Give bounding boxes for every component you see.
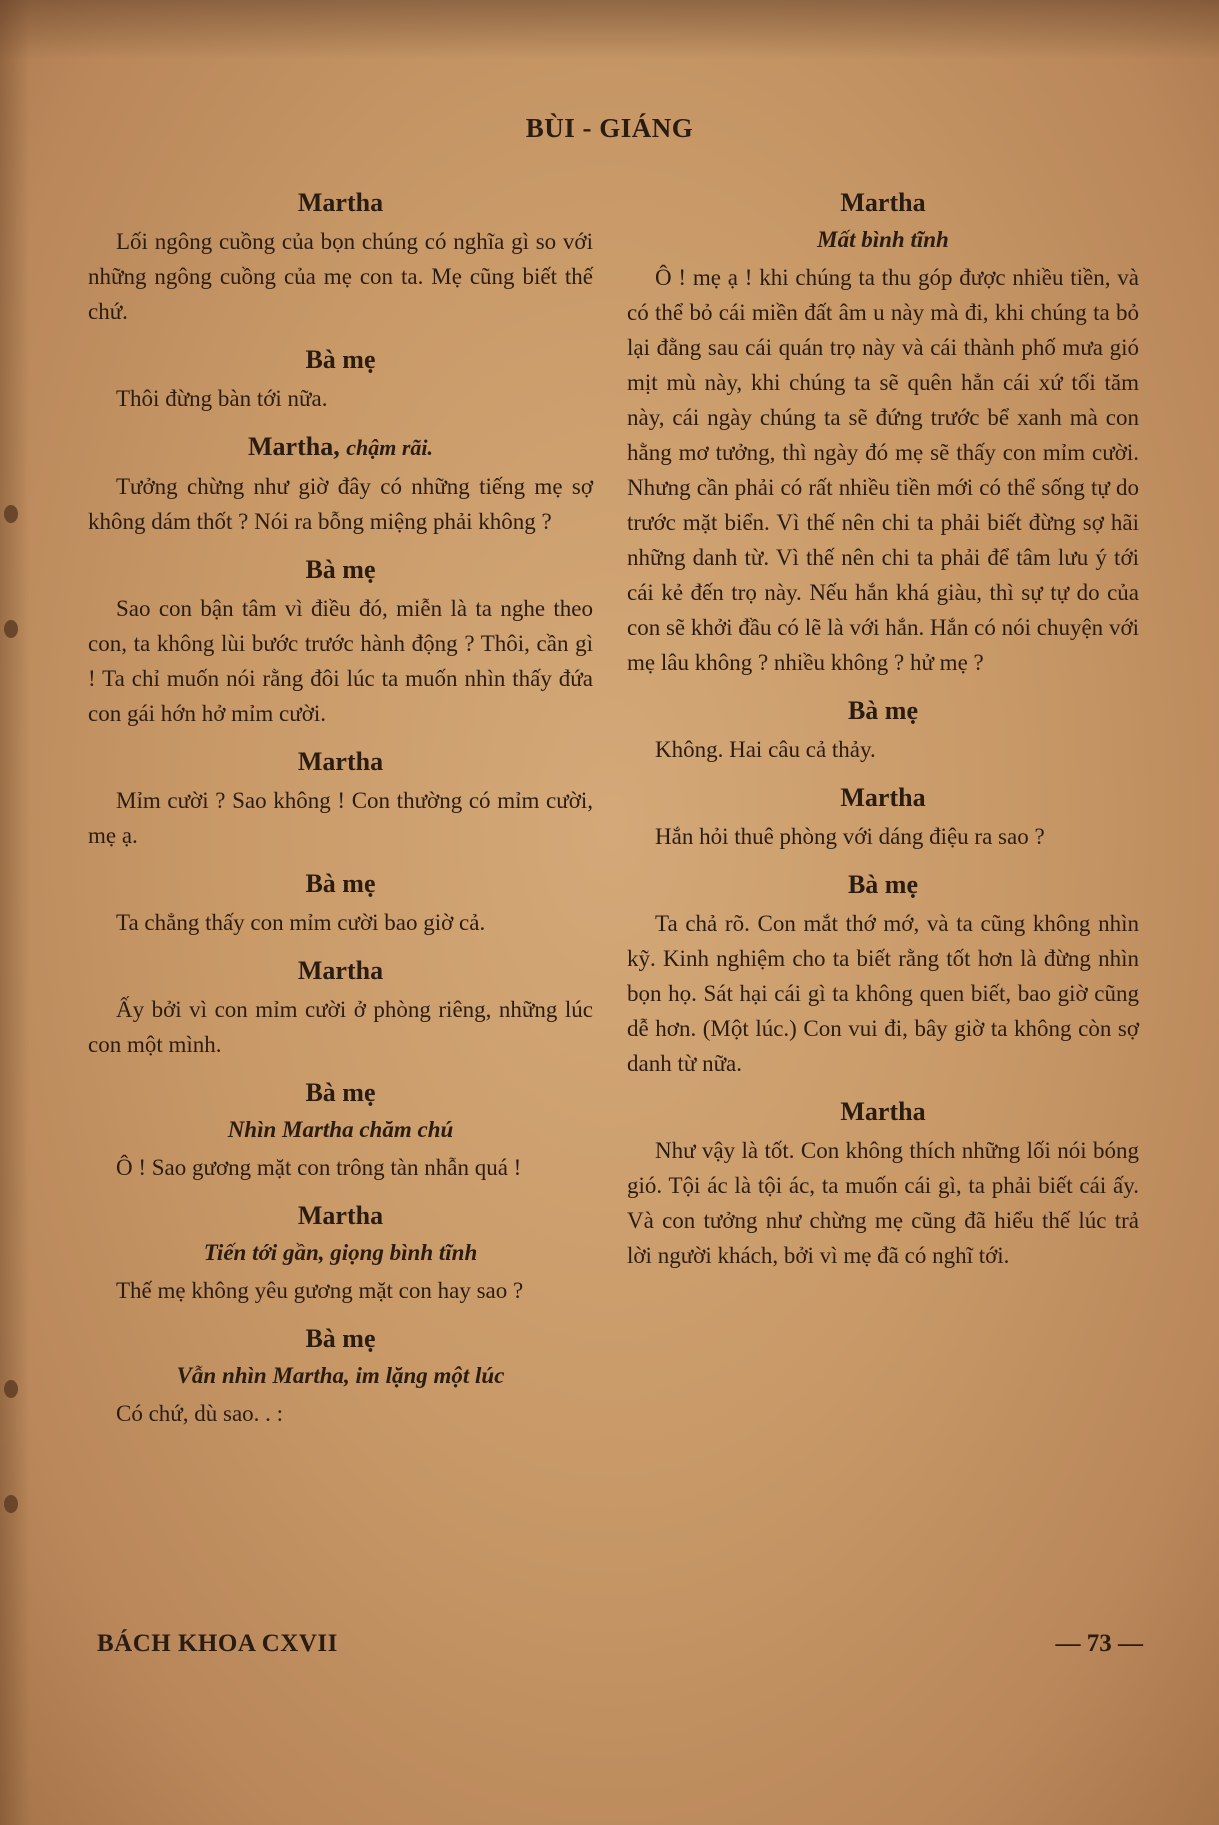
speaker-name	[88, 745, 593, 779]
journal-name: BÁCH KHOA CXVII	[97, 1630, 338, 1657]
dialogue-block	[88, 745, 593, 853]
dialogue-text: Thôi đừng bàn tới nữa.	[116, 386, 328, 411]
dialogue-block	[627, 1095, 1139, 1273]
dialogue-block	[627, 186, 1139, 680]
speaker-name	[88, 553, 593, 587]
speaker-name	[88, 1322, 593, 1356]
dialogue-block	[88, 343, 593, 416]
dialogue-text: Thế mẹ không yêu gương mặt con hay sao ?	[116, 1278, 524, 1303]
dialogue-text: Ô ! Sao gương mặt con trông tàn nhẫn quá !	[116, 1155, 522, 1180]
speaker-name	[627, 186, 1139, 220]
speaker-label: Martha	[297, 956, 384, 985]
running-header: BÙI - GIÁNG	[525, 113, 694, 143]
speaker-name	[627, 1095, 1139, 1129]
speaker-label: Martha	[840, 783, 926, 812]
speaker-name	[88, 430, 593, 465]
speaker-label: Martha	[297, 1201, 384, 1230]
speaker-label: Bà mẹ	[305, 345, 376, 374]
dialogue-block	[88, 430, 593, 539]
speaker-label: Martha	[297, 188, 384, 217]
dialogue-block	[627, 868, 1139, 1081]
dialogue-block	[88, 867, 593, 940]
speaker-label: Bà mẹ	[305, 1324, 376, 1353]
stage-direction: Vẫn nhìn Martha, im lặng một lúc	[176, 1363, 505, 1388]
speaker-label: Martha	[840, 1097, 926, 1126]
speaker-name	[627, 781, 1139, 815]
speaker-label: Bà mẹ	[305, 1078, 376, 1107]
dialogue-text: Tưởng chừng như giờ đây có những tiếng mẹ sợ không dám thốt ? Nói ra bỗng miệng phải không ?	[88, 474, 593, 534]
speaker-name	[627, 694, 1139, 728]
dialogue-block	[88, 1199, 593, 1308]
speaker-name	[88, 343, 593, 377]
dialogue-block	[88, 1322, 593, 1431]
dialogue-block	[88, 186, 593, 329]
dialogue-text: Như vậy là tốt. Con không thích những lối nói bóng gió. Tội ác là tội ác, ta muốn cái gì, ta phải biết cái ấy. Và con tưởng như chừng mẹ cũng đã hiểu thế lúc trả lời người khách, bởi vì mẹ đã có nghĩ tới.	[627, 1138, 1139, 1268]
speaker-name	[88, 186, 593, 220]
stage-direction: Mất bình tĩnh	[817, 227, 949, 252]
speaker-name	[627, 868, 1139, 902]
dialogue-text: Ấy bởi vì con mỉm cười ở phòng riêng, những lúc con một mình.	[88, 997, 593, 1057]
binding-hole-mark	[4, 505, 18, 523]
binding-hole-mark	[4, 1495, 18, 1513]
dialogue-block	[88, 954, 593, 1062]
speaker-label: Bà mẹ	[847, 870, 919, 899]
speaker-label: Bà mẹ	[847, 696, 919, 725]
speaker-name	[88, 1199, 593, 1233]
dialogue-text: Hắn hỏi thuê phòng với dáng điệu ra sao ?	[655, 824, 1045, 849]
dialogue-text: Không. Hai câu cả thảy.	[655, 737, 876, 762]
dialogue-block	[88, 553, 593, 731]
speaker-name	[88, 1076, 593, 1110]
dialogue-text: Mỉm cười ? Sao không ! Con thường có mỉm cười, mẹ ạ.	[88, 788, 593, 848]
speaker-name	[88, 954, 593, 988]
dialogue-text: Ô ! mẹ ạ ! khi chúng ta thu góp được nhiều tiền, và có thể bỏ cái miền đất âm u này mà đi, khi chúng ta bỏ lại đằng sau cái quán trọ này và cái thành phố mưa gió mịt mù này, khi chúng ta sẽ quên hẳn cái xứ tối tăm này, cái ngày chúng ta sẽ đứng trước bể xanh mà con hằng mơ tưởng, thì ngày đó mẹ sẽ thấy con mỉm cười. Nhưng cần phải có rất nhiều tiền mới có thể sống tự do trước mặt biển. Vì thế nên chi ta phải biết đừng sợ hãi những danh từ. Vì thế nên chi ta phải để tâm lưu ý tới cái kẻ đến trọ này. Nếu hắn khá giàu, thì sự tự do của con sẽ khởi đầu có lẽ là với hắn. Hắn có nói chuyện với mẹ lâu không ? nhiều không ? hử mẹ ?	[627, 265, 1139, 675]
stage-direction: Nhìn Martha chăm chú	[227, 1117, 454, 1142]
dialogue-text: Sao con bận tâm vì điều đó, miễn là ta nghe theo con, ta không lùi bước trước hành động ? Thôi, cần gì ! Ta chỉ muốn nói rằng đôi lúc ta muốn nhìn thấy đứa con gái hớn hở mỉm cười.	[88, 596, 593, 726]
left-column	[88, 186, 593, 1431]
binding-hole-mark	[4, 1380, 18, 1398]
dialogue-text: Lối ngông cuồng của bọn chúng có nghĩa gì so với những ngông cuồng của mẹ con ta. Mẹ cũng biết thế chứ.	[88, 229, 593, 324]
dialogue-block	[627, 694, 1139, 767]
dialogue-block	[627, 781, 1139, 854]
binding-hole-mark	[4, 620, 18, 638]
speaker-label: Martha	[840, 188, 926, 217]
page-number: — 73 —	[1055, 1630, 1143, 1657]
dialogue-text: Ta chẳng thấy con mỉm cười bao giờ cả.	[116, 910, 486, 935]
dialogue-text: Ta chả rõ. Con mắt thớ mớ, và ta cũng không nhìn kỹ. Kinh nghiệm cho ta biết rằng tốt hơn là đừng nhìn bọn họ. Sát hại cái gì ta không quen biết, bao giờ cũng dễ hơn. (Một lúc.) Con vui đi, bây giờ ta không còn sợ danh từ nữa.	[627, 911, 1139, 1076]
speaker-label: Bà mẹ	[305, 555, 376, 584]
speaker-label: Bà mẹ	[305, 869, 376, 898]
inline-stage-direction: chậm rãi.	[346, 435, 433, 460]
stage-direction: Tiến tới gần, giọng bình tĩnh	[203, 1240, 478, 1265]
speaker-name	[88, 867, 593, 901]
speaker-label: Martha	[297, 747, 384, 776]
dialogue-text: Có chứ, dù sao. . :	[116, 1401, 284, 1426]
dialogue-block	[88, 1076, 593, 1185]
speaker-label: Martha,	[248, 432, 340, 461]
right-column	[627, 186, 1139, 1273]
